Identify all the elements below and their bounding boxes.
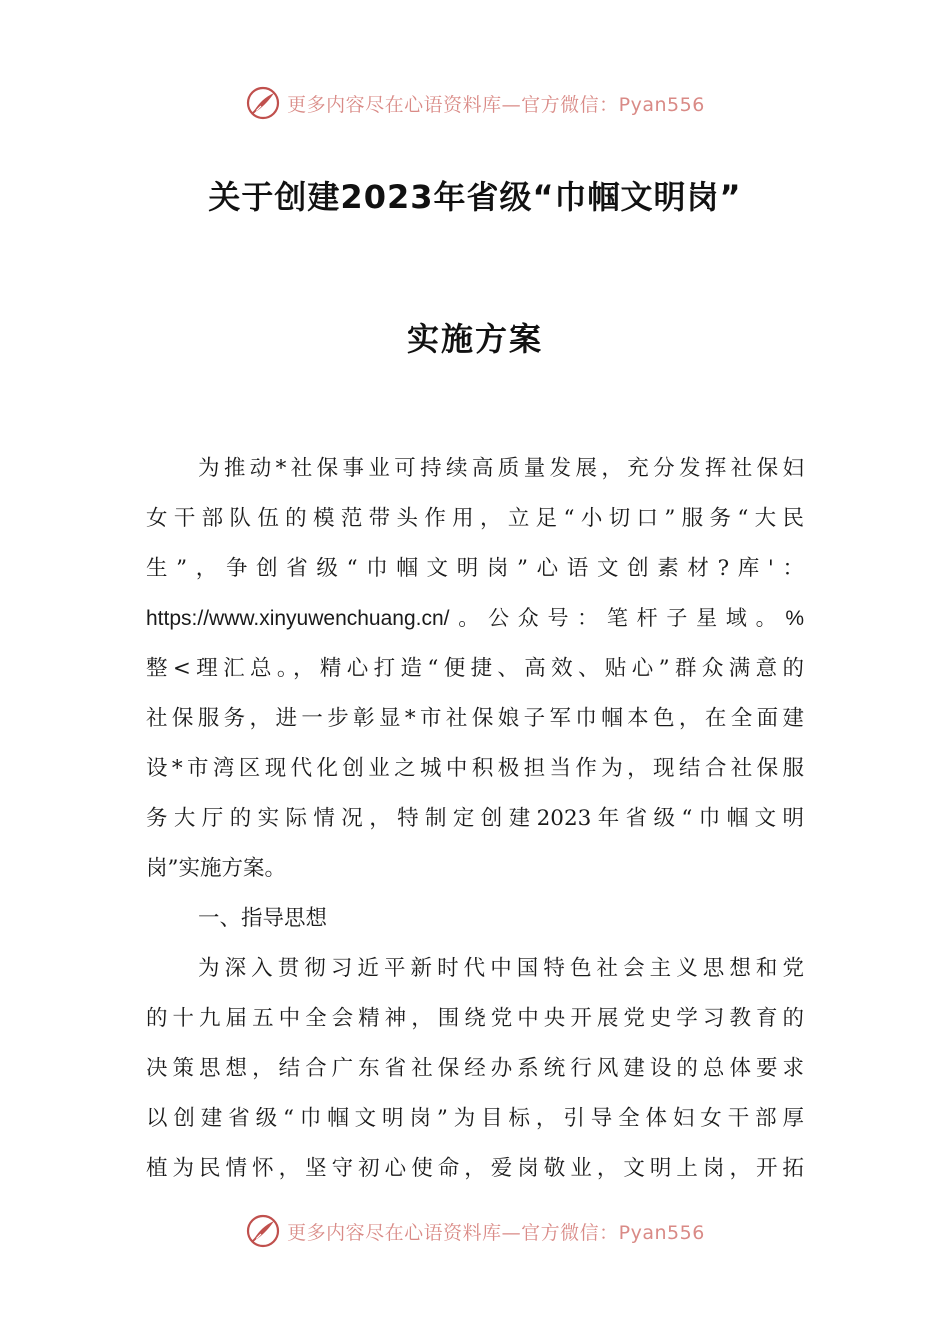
paragraph-line-url: https://www.xinyuwenchuang.cn/。公众号：笔杆子星域。% [146, 607, 804, 630]
quill-pen-logo-icon [245, 85, 281, 121]
paragraph-line: 务大厅的实际情况，特制定创建2023年省级“巾帼文明 [146, 806, 804, 831]
watermark-footer [0, 1211, 950, 1251]
watermark-text: 更多内容尽在心语资料库—官方微信： [287, 93, 619, 116]
paragraph-line: 整<理汇总。，精心打造“便捷、高效、贴心”群众满意的 [146, 656, 804, 681]
paragraph-line: 以创建省级“巾帼文明岗”为目标，引导全体妇女干部厚 [146, 1106, 804, 1131]
quill-pen-logo-icon [245, 1213, 281, 1249]
paragraph-line: 生”，争创省级“巾帼文明岗”心语文创素材?库'： [146, 556, 804, 581]
watermark-text: 更多内容尽在心语资料库—官方微信： [287, 1221, 619, 1244]
watermark-wechat-id: Pyan556 [618, 1221, 705, 1244]
document-body [146, 444, 804, 1194]
paragraph-line: 的十九届五中全会精神，围绕党中央开展党史学习教育的 [146, 1006, 804, 1031]
paragraph-line: 设*市湾区现代化创业之城中积极担当作为，现结合社保服 [146, 756, 804, 781]
paragraph-line: 为深入贯彻习近平新时代中国特色社会主义思想和党 [198, 956, 804, 981]
paragraph-line: 决策思想，结合广东省社保经办系统行风建设的总体要求 [146, 1056, 804, 1081]
paragraph-line: 植为民情怀，坚守初心使命，爱岗敬业，文明上岗，开拓 [146, 1156, 804, 1181]
paragraph-line: 岗”实施方案。 [146, 856, 286, 881]
document-title-line2: 实施方案 [406, 320, 543, 358]
document-title-line1: 关于创建2023年省级“巾帼文明岗” [208, 178, 742, 216]
paragraph-line: 社保服务，进一步彰显*市社保娘子军巾帼本色，在全面建 [146, 706, 804, 731]
section-heading: 一、指导思想 [198, 906, 328, 931]
watermark-wechat-id: Pyan556 [618, 93, 705, 116]
watermark-header [0, 83, 950, 123]
paragraph-line: 为推动*社保事业可持续高质量发展，充分发挥社保妇 [198, 456, 804, 481]
paragraph-line: 女干部队伍的模范带头作用，立足“小切口”服务“大民 [146, 506, 804, 531]
